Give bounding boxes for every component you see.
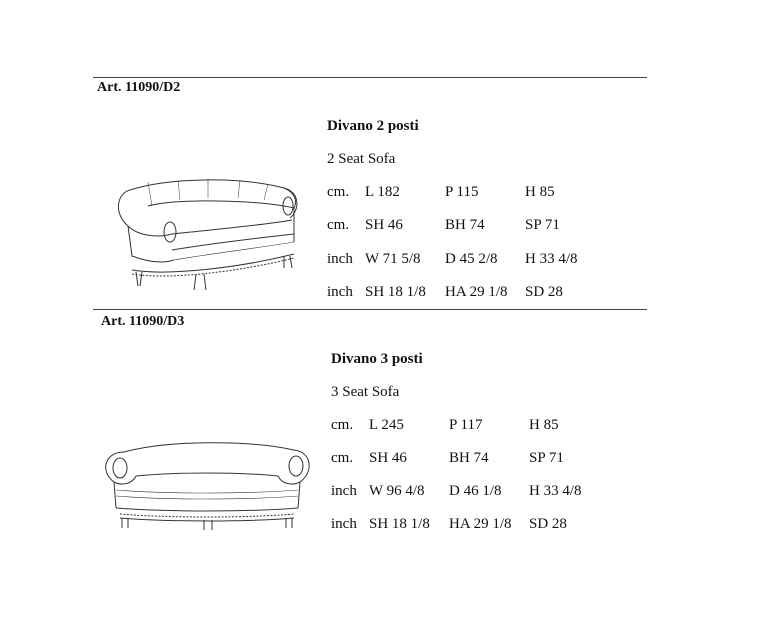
product-name-english: 3 Seat Sofa [331, 384, 400, 400]
unit-label: cm. [331, 450, 354, 466]
dimension-value: SH 46 [369, 450, 407, 466]
dimension-value: W 71 5/8 [365, 251, 421, 267]
dimension-value: HA 29 1/8 [449, 516, 512, 532]
dimension-value: L 245 [369, 417, 404, 433]
article-code-d3: Art. 11090/D3 [101, 314, 185, 329]
three-seat-sofa-drawing [98, 438, 314, 534]
dimension-value: BH 74 [445, 217, 485, 233]
unit-label: cm. [331, 417, 354, 433]
dimension-value: W 96 4/8 [369, 483, 425, 499]
product-name-italian: Divano 2 posti [327, 118, 419, 134]
product-name-italian: Divano 3 posti [331, 351, 423, 367]
two-seat-sofa-drawing [108, 176, 304, 300]
section-divider [93, 309, 647, 310]
dimension-value: L 182 [365, 184, 400, 200]
dimension-value: D 46 1/8 [449, 483, 502, 499]
dimension-value: SH 18 1/8 [369, 516, 430, 532]
dimension-value: D 45 2/8 [445, 251, 498, 267]
top-divider [93, 77, 647, 78]
unit-label: inch [331, 516, 357, 532]
unit-label: cm. [327, 217, 350, 233]
dimension-value: P 115 [445, 184, 479, 200]
dimension-value: SP 71 [529, 450, 564, 466]
dimension-value: SD 28 [529, 516, 567, 532]
dimension-value: H 33 4/8 [529, 483, 582, 499]
product-name-english: 2 Seat Sofa [327, 151, 396, 167]
unit-label: inch [331, 483, 357, 499]
unit-label: inch [327, 284, 353, 300]
dimension-value: SP 71 [525, 217, 560, 233]
unit-label: inch [327, 251, 353, 267]
dimension-value: BH 74 [449, 450, 489, 466]
dimension-value: SH 18 1/8 [365, 284, 426, 300]
dimension-value: H 85 [529, 417, 559, 433]
dimension-value: SD 28 [525, 284, 563, 300]
dimension-value: P 117 [449, 417, 483, 433]
dimension-value: SH 46 [365, 217, 403, 233]
dimension-value: H 33 4/8 [525, 251, 578, 267]
article-code-d2: Art. 11090/D2 [97, 80, 181, 95]
unit-label: cm. [327, 184, 350, 200]
dimension-value: HA 29 1/8 [445, 284, 508, 300]
dimension-value: H 85 [525, 184, 555, 200]
